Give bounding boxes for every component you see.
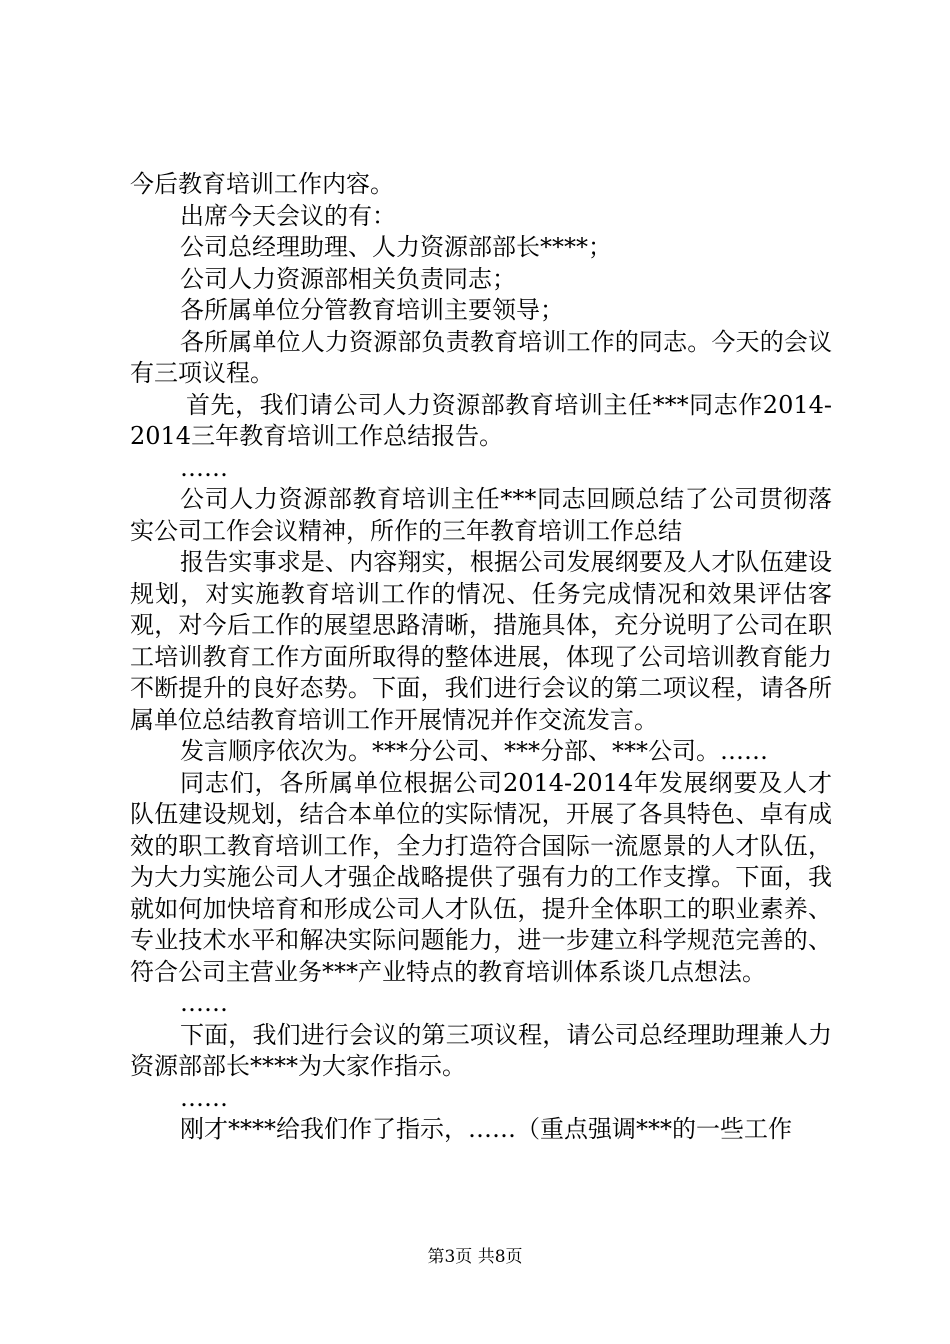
paragraph-2: 出席今天会议的有： (180, 201, 396, 230)
page-number-label: 第3页 共8页 (427, 1247, 523, 1267)
ellipsis-2: …… (180, 989, 228, 1017)
document-body (130, 169, 832, 1146)
page-footer (0, 1242, 950, 1267)
paragraph-1: 今后教育培训工作内容。 (130, 170, 394, 198)
ellipsis-3: …… (180, 1083, 228, 1112)
paragraph-12: 下面，我们进行会议的第三项议程，请公司总经理助理兼人力资源部部长****为大家作指示。 (130, 1020, 832, 1080)
paragraph-6: 各所属单位人力资源部负责教育培训工作的同志。今天的会议有三项议程。 (130, 327, 832, 387)
paragraph-11: 同志们，各所属单位根据公司2014-2014年发展纲要及人才队伍建设规划，结合本单位的实际情况，开展了各具特色、卓有成效的职工教育培训工作，全力打造符合国际一流愿景的人才队伍，为大力实施公司人才强企战略提供了强有力的工作支撑。下面，我就如何加快培育和形成公司人才队伍，提升全体职工的职业素养、专业技术水平和解决实际问题能力，进一步建立科学规范完善的、符合公司主营业务***产业特点的教育培训体系谈几点想法。 (130, 768, 832, 986)
paragraph-13: 刚才****给我们作了指示，……（重点强调***的一些工作 (180, 1115, 792, 1143)
paragraph-10: 发言顺序依次为。***分公司、***分部、***公司。…… (180, 737, 768, 765)
paragraph-3: 公司总经理助理、人力资源部部长****； (180, 233, 612, 261)
ellipsis-1: …… (180, 453, 228, 482)
paragraph-5: 各所属单位分管教育培训主要领导； (180, 296, 564, 324)
paragraph-8: 公司人力资源部教育培训主任***同志回顾总结了公司贯彻落实公司工作会议精神，所作的三年教育培训工作总结 (130, 485, 832, 545)
paragraph-7: 首先，我们请公司人力资源部教育培训主任***同志作2014-2014三年教育培训工作总结报告。 (130, 390, 832, 450)
paragraph-9: 报告实事求是、内容翔实，根据公司发展纲要及人才队伍建设规划，对实施教育培训工作的情况、任务完成情况和效果评估客观，对今后工作的展望思路清晰，措施具体，充分说明了公司在职工培训教育工作方面所取得的整体进展，体现了公司培训教育能力不断提升的良好态势。下面，我们进行会议的第二项议程，请各所属单位总结教育培训工作开展情况并作交流发言。 (130, 548, 832, 734)
paragraph-4: 公司人力资源部相关负责同志； (180, 264, 516, 293)
